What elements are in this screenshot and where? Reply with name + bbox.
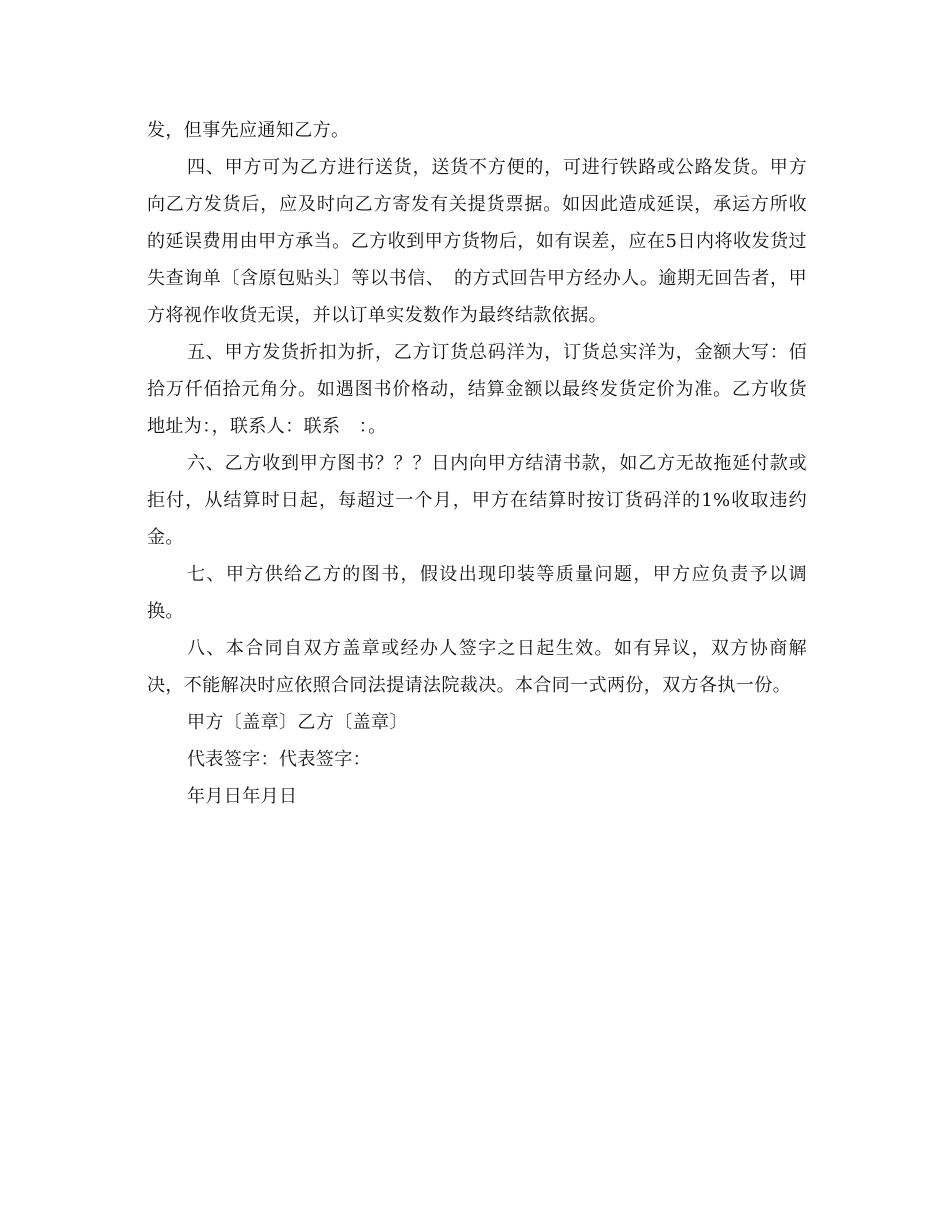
seal-line: 甲方〔盖章〕乙方〔盖章〕 bbox=[187, 712, 408, 733]
date-line: 年月日年月日 bbox=[187, 786, 298, 807]
clause-6-paragraph: 六、乙方收到甲方图书？？？日内向甲方结清书款，如乙方无故拖延付款或拒付，从结算时日起，每超过一个月，甲方在结算时按订货码洋的1%收取违约金。 bbox=[147, 453, 807, 548]
signature-line: 代表签字：代表签字： bbox=[187, 749, 371, 770]
continuation-paragraph: 发，但事先应通知乙方。 bbox=[147, 120, 350, 141]
document-body bbox=[147, 112, 807, 815]
clause-5-paragraph: 五、甲方发货折扣为折，乙方订货总码洋为，订货总实洋为，金额大写：佰拾万仟佰拾元角分。如遇图书价格动，结算金额以最终发货定价为准。乙方收货地址为：，联系人：联系 ：。 bbox=[147, 342, 807, 437]
clause-4-paragraph: 四、甲方可为乙方进行送货，送货不方便的，可进行铁路或公路发货。甲方向乙方发货后，应及时向乙方寄发有关提货票据。如因此造成延误，承运方所收的延误费用由甲方承当。乙方收到甲方货物后，如有误差，应在5日内将收发货过失查询单〔含原包贴头〕等以书信、 的方式回告甲方经办人。逾期无回告者，甲方将视作收货无误，并以订单实发数作为最终结款依据。 bbox=[147, 157, 807, 326]
clause-8-paragraph: 八、本合同自双方盖章或经办人签字之日起生效。如有异议，双方协商解决，不能解决时应依照合同法提请法院裁决。本合同一式两份，双方各执一份。 bbox=[147, 638, 807, 696]
clause-7-paragraph: 七、甲方供给乙方的图书，假设出现印装等质量问题，甲方应负责予以调换。 bbox=[147, 564, 807, 622]
